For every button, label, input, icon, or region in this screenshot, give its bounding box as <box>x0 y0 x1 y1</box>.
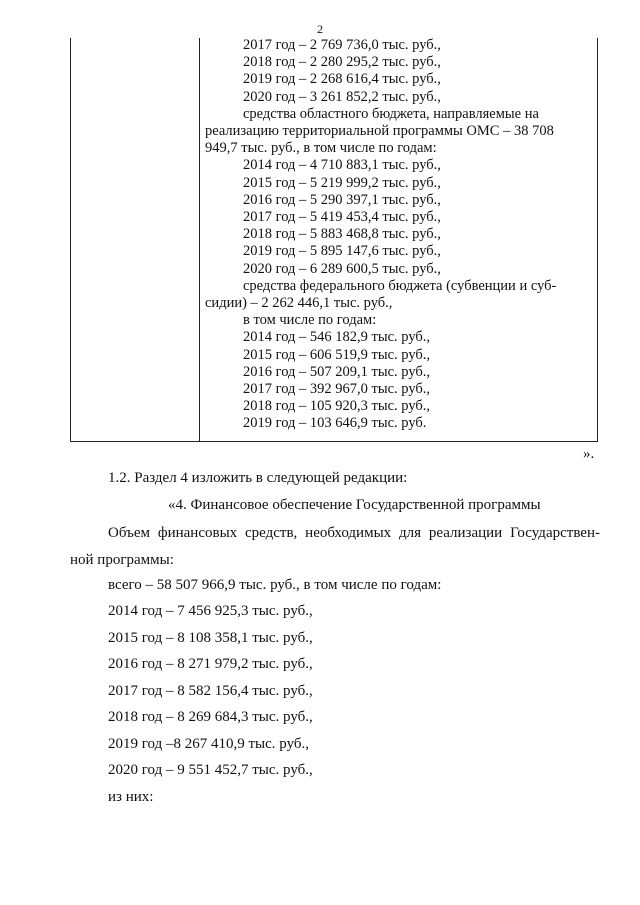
table-cell-line: сидии) – 2 262 446,1 тыс. руб., <box>205 295 393 312</box>
year-line: 2020 год – 9 551 452,7 тыс. руб., <box>108 762 313 778</box>
table-cell-line: 2015 год – 606 519,9 тыс. руб., <box>243 346 431 363</box>
intro-line-1: Объем финансовых средств, необходимых для реализации Государствен- <box>108 525 600 541</box>
intro-line-2: ной программы: <box>70 552 174 568</box>
page-number: 2 <box>317 22 323 36</box>
table-cell-line: средства областного бюджета, направляемые на <box>243 105 539 122</box>
table-cell-line: средства федерального бюджета (субвенции и суб- <box>243 277 557 294</box>
table-cell-line: 2020 год – 6 289 600,5 тыс. руб., <box>243 260 441 277</box>
table-cell-line: 2018 год – 5 883 468,8 тыс. руб., <box>243 226 441 243</box>
closing-quote: ». <box>583 446 595 462</box>
of-which-label: из них: <box>108 789 154 805</box>
table-cell-line: реализацию территориальной программы ОМС – 38 708 <box>205 123 554 140</box>
year-line: 2014 год – 7 456 925,3 тыс. руб., <box>108 603 313 619</box>
table-right-cell <box>205 37 590 433</box>
year-line: 2017 год – 8 582 156,4 тыс. руб., <box>108 683 313 699</box>
table-cell-line: 2017 год – 392 967,0 тыс. руб., <box>243 381 431 398</box>
section-title: «4. Финансовое обеспечение Государственной программы <box>168 497 541 513</box>
table-cell-line: 2017 год – 5 419 453,4 тыс. руб., <box>243 209 441 226</box>
table-cell-line: 2019 год – 2 268 616,4 тыс. руб., <box>243 71 441 88</box>
table-cell-line: 2015 год – 5 219 999,2 тыс. руб., <box>243 174 441 191</box>
item-heading: 1.2. Раздел 4 изложить в следующей редакции: <box>108 470 408 486</box>
table-cell-line: 2014 год – 546 182,9 тыс. руб., <box>243 329 431 346</box>
table-cell-line: 2020 год – 3 261 852,2 тыс. руб., <box>243 88 441 105</box>
table-cell-line: 2017 год – 2 769 736,0 тыс. руб., <box>243 37 441 53</box>
table-cell-line: 2019 год – 103 646,9 тыс. руб. <box>243 415 427 432</box>
table-cell-line: 2016 год – 5 290 397,1 тыс. руб., <box>243 191 441 208</box>
year-line: 2018 год – 8 269 684,3 тыс. руб., <box>108 709 313 725</box>
total-line: всего – 58 507 966,9 тыс. руб., в том числе по годам: <box>108 577 442 593</box>
table-cell-line: 2019 год – 5 895 147,6 тыс. руб., <box>243 243 441 260</box>
table-cell-line: 2016 год – 507 209,1 тыс. руб., <box>243 363 431 380</box>
table-column-divider <box>199 38 200 442</box>
table-cell-line: 2018 год – 2 280 295,2 тыс. руб., <box>243 54 441 71</box>
table-cell-line: в том числе по годам: <box>243 312 377 329</box>
year-line: 2019 год –8 267 410,9 тыс. руб., <box>108 736 310 752</box>
table-cell-line: 2014 год – 4 710 883,1 тыс. руб., <box>243 157 441 174</box>
table-cell-line: 2018 год – 105 920,3 тыс. руб., <box>243 398 431 415</box>
table-cell-line: 949,7 тыс. руб., в том числе по годам: <box>205 140 437 157</box>
year-line: 2016 год – 8 271 979,2 тыс. руб., <box>108 656 313 672</box>
year-line: 2015 год – 8 108 358,1 тыс. руб., <box>108 630 313 646</box>
